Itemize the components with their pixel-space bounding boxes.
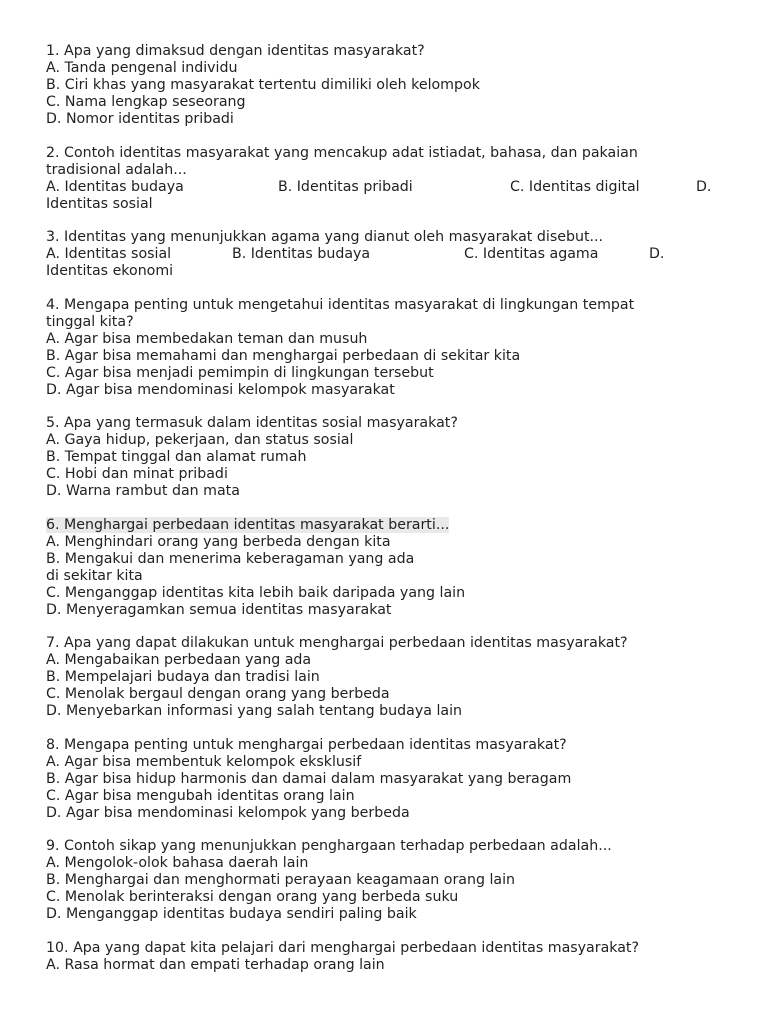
question-text-continued: tinggal kita?: [46, 313, 134, 330]
option-b: B. Menghargai dan menghormati perayaan keagamaan orang lain: [46, 872, 516, 888]
option-c: C. Hobi dan minat pribadi: [46, 466, 228, 482]
option-b-continued: di sekitar kita: [46, 567, 143, 584]
question-text: 4. Mengapa penting untuk mengetahui identitas masyarakat di lingkungan tempat: [46, 296, 635, 313]
option-c: C. Agar bisa mengubah identitas orang lain: [46, 787, 355, 804]
option-d: D. Menyeragamkan semua identitas masyarakat: [46, 601, 392, 618]
option-b: B. Mempelajari budaya dan tradisi lain: [46, 669, 320, 685]
option-c: C. Menolak berinteraksi dengan orang yang berbeda suku: [46, 889, 459, 905]
option-a: A. Agar bisa membentuk kelompok eksklusif: [46, 753, 362, 770]
question-text: 5. Apa yang termasuk dalam identitas sosial masyarakat?: [46, 415, 458, 431]
question-6: [46, 517, 726, 619]
question-text-continued: tradisional adalah...: [46, 161, 187, 178]
option-d: D. Nomor identitas pribadi: [46, 111, 234, 127]
option-a: A. Menghindari orang yang berbeda dengan kita: [46, 533, 391, 550]
option-a: A. Gaya hidup, pekerjaan, dan status sosial: [46, 432, 354, 448]
option-d-text: Identitas sosial: [46, 195, 153, 212]
question-text: 1. Apa yang dimaksud dengan identitas masyarakat?: [46, 43, 425, 59]
option-c: C. Menganggap identitas kita lebih baik daripada yang lain: [46, 584, 466, 601]
option-b: B. Tempat tinggal dan alamat rumah: [46, 449, 307, 465]
question-text: 8. Mengapa penting untuk menghargai perbedaan identitas masyarakat?: [46, 736, 567, 753]
question-10: [46, 940, 726, 974]
options-row: [46, 246, 726, 263]
question-text-row: [46, 517, 726, 534]
question-text: 6. Menghargai perbedaan identitas masyarakat berarti...: [46, 516, 450, 533]
option-b: B. Identitas budaya: [232, 246, 371, 262]
question-7: [46, 635, 726, 720]
option-b: B. Agar bisa hidup harmonis dan damai dalam masyarakat yang beragam: [46, 770, 572, 787]
question-text: 7. Apa yang dapat dilakukan untuk menghargai perbedaan identitas masyarakat?: [46, 635, 628, 651]
question-9: [46, 838, 726, 923]
option-d: D. Agar bisa mendominasi kelompok yang berbeda: [46, 804, 410, 821]
question-text: 9. Contoh sikap yang menunjukkan penghargaan terhadap perbedaan adalah...: [46, 838, 612, 854]
option-b: B. Mengakui dan menerima keberagaman yang ada: [46, 550, 415, 567]
option-d: D. Menganggap identitas budaya sendiri paling baik: [46, 906, 417, 922]
option-a: A. Tanda pengenal individu: [46, 60, 238, 76]
question-2: [46, 145, 726, 213]
question-5: [46, 415, 726, 500]
question-text: 10. Apa yang dapat kita pelajari dari menghargai perbedaan identitas masyarakat?: [46, 939, 640, 956]
option-d: D.: [696, 178, 712, 195]
option-d-text: Identitas ekonomi: [46, 263, 174, 279]
options-row: [46, 179, 726, 196]
question-3: [46, 229, 726, 280]
option-b: B. Agar bisa memahami dan menghargai perbedaan di sekitar kita: [46, 347, 521, 364]
option-a: A. Identitas sosial: [46, 246, 172, 262]
option-d: D. Menyebarkan informasi yang salah tentang budaya lain: [46, 703, 463, 719]
option-b: B. Identitas pribadi: [278, 178, 413, 195]
option-a: A. Identitas budaya: [46, 178, 184, 195]
option-c: C. Identitas agama: [464, 246, 599, 262]
document-page: [46, 43, 726, 990]
option-c: C. Menolak bergaul dengan orang yang berbeda: [46, 686, 390, 702]
question-text: 2. Contoh identitas masyarakat yang mencakup adat istiadat, bahasa, dan pakaian: [46, 144, 638, 161]
option-a: A. Mengabaikan perbedaan yang ada: [46, 652, 312, 668]
option-d: D. Warna rambut dan mata: [46, 483, 240, 499]
option-d: D. Agar bisa mendominasi kelompok masyarakat: [46, 381, 395, 398]
option-c: C. Identitas digital: [510, 178, 640, 195]
option-c: C. Nama lengkap seseorang: [46, 94, 246, 110]
question-1: [46, 43, 726, 128]
option-a: A. Mengolok-olok bahasa daerah lain: [46, 855, 309, 871]
option-b: B. Ciri khas yang masyarakat tertentu dimiliki oleh kelompok: [46, 77, 480, 93]
option-a: A. Rasa hormat dan empati terhadap orang lain: [46, 956, 385, 973]
option-a: A. Agar bisa membedakan teman dan musuh: [46, 330, 368, 347]
option-c: C. Agar bisa menjadi pemimpin di lingkungan tersebut: [46, 364, 434, 381]
question-8: [46, 737, 726, 822]
question-4: [46, 297, 726, 399]
option-d: D.: [649, 246, 665, 262]
question-text: 3. Identitas yang menunjukkan agama yang dianut oleh masyarakat disebut...: [46, 229, 604, 245]
